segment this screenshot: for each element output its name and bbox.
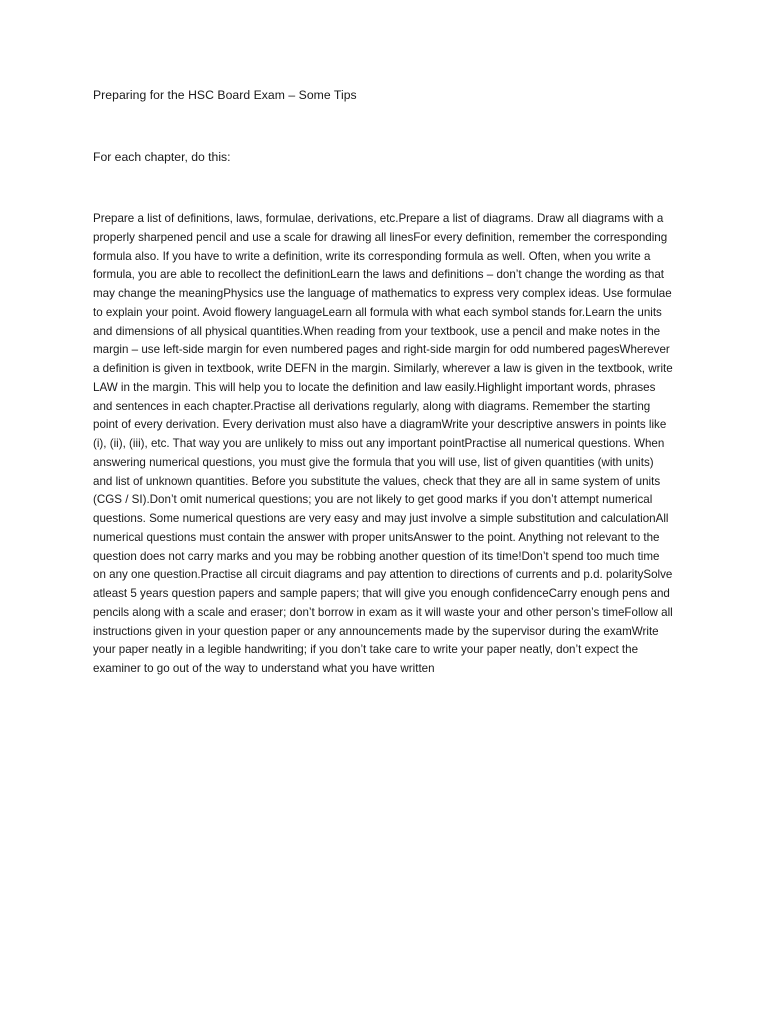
section-heading: For each chapter, do this: — [93, 150, 231, 164]
body-paragraph: Prepare a list of definitions, laws, formulae, derivations, etc.Prepare a list of diagrams. Draw all diagrams with a properly sharpened pencil and use a scale for drawing all linesFor every definition, remember the corresponding formula also. If you have to write a definition, write its corresponding formula as well. Often, when you write a formula, you are able to recollect the definitionLearn the laws and definitions – don’t change the wording as that may change the meaningPhysics use the language of mathematics to express very complex ideas. Use formulae to explain your point. Avoid flowery languageLearn all formula with what each symbol stands for.Learn the units and dimensions of all physical quantities.When reading from your textbook, use a pencil and make notes in the margin – use left-side margin for even numbered pages and right-side margin for odd numbered pagesWherever a definition is given in textbook, write DEFN in the margin. Similarly, wherever a law is given in the textbook, write LAW in the margin. This will help you to locate the definition and law easily.Highlight important words, phrases and sentences in each chapter.Practise all derivations regularly, along with diagrams. Remember the starting point of every derivation. Every derivation must also have a diagramWrite your descriptive answers in points like (i), (ii), (iii), etc. That way you are unlikely to miss out any important pointPractise all numerical questions. When answering numerical questions, you must give the formula that you will use, list of given quantities (with units) and list of unknown quantities. Before you substitute the values, check that they are all in same system of units (CGS / SI).Don’t omit numerical questions; you are not likely to get good marks if you don’t attempt numerical questions. Some numerical questions are very easy and may just involve a simple substitution and calculationAll numerical questions must contain the answer with proper unitsAnswer to the point. Anything not relevant to the question does not carry marks and you may be robbing another question of its time!Don’t spend too much time on any one question.Practise all circuit diagrams and pay attention to directions of currents and p.d. polaritySolve atleast 5 years question papers and sample papers; that will give you enough confidenceCarry enough pens and pencils along with a scale and eraser; don’t borrow in exam as it will waste your and other person’s timeFollow all instructions given in your question paper or any announcements made by the supervisor during the examWrite your paper neatly in a legible handwriting; if you don’t take care to write your paper neatly, don’t expect the examiner to go out of the way to understand what you have written — [93, 212, 673, 675]
document-title: Preparing for the HSC Board Exam – Some Tips — [93, 88, 357, 102]
